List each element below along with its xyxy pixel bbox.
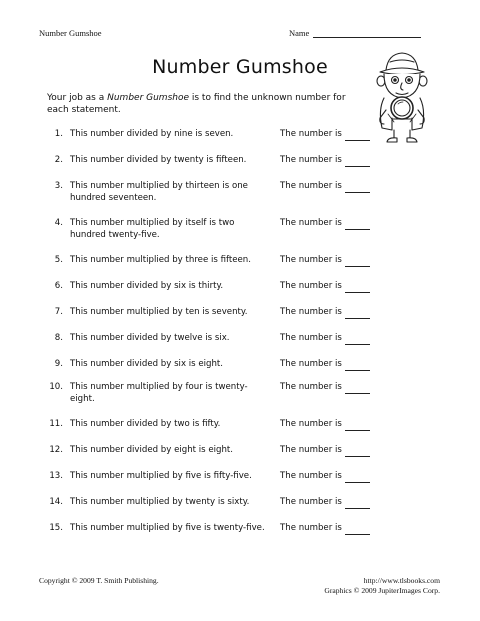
question-number: 15.: [49, 523, 63, 533]
footer-credits: [324, 576, 440, 596]
answer-field: [280, 255, 370, 267]
answer-field: [280, 471, 370, 483]
answer-label: The number is: [280, 359, 342, 369]
website-url: http://www.tlsbooks.com: [363, 576, 440, 585]
answer-label: The number is: [280, 333, 342, 343]
answer-label: The number is: [280, 471, 342, 481]
question-statement: This number multiplied by five is twenty-five.: [70, 523, 265, 533]
question-statement: This number divided by twenty is fifteen.: [70, 155, 247, 165]
question-statement: This number multiplied by itself is two hundred twenty-five.: [70, 218, 235, 240]
answer-blank-line[interactable]: [345, 283, 370, 293]
answer-label: The number is: [280, 382, 342, 392]
name-label: Name: [289, 28, 310, 38]
question-statement: This number multiplied by three is fifteen.: [70, 255, 251, 265]
answer-label: The number is: [280, 497, 342, 507]
answer-field: [280, 129, 370, 141]
answer-blank-line[interactable]: [345, 473, 370, 483]
answer-blank-line[interactable]: [345, 157, 370, 167]
answer-field: [280, 218, 370, 230]
question-number: 10.: [49, 382, 63, 392]
question-number: 13.: [49, 471, 63, 481]
instructions-end: is to find the unknown number for each statement.: [47, 93, 346, 115]
answer-label: The number is: [280, 445, 342, 455]
answer-blank-line[interactable]: [345, 309, 370, 319]
answer-label: The number is: [280, 181, 342, 191]
answer-blank-line[interactable]: [345, 499, 370, 509]
answer-blank-line[interactable]: [345, 384, 370, 394]
question-statement: This number divided by six is thirty.: [70, 281, 224, 291]
answer-field: [280, 181, 370, 193]
answer-blank-line[interactable]: [345, 335, 370, 345]
answer-field: [280, 497, 370, 509]
question-number: 2.: [54, 155, 63, 165]
answer-label: The number is: [280, 523, 342, 533]
question-number: 11.: [49, 419, 63, 429]
question-statement: This number multiplied by twenty is sixty.: [70, 497, 250, 507]
instructions-emphasis: Number Gumshoe: [107, 93, 190, 103]
copyright-text: Copyright © 2009 T. Smith Publishing.: [39, 576, 159, 585]
answer-field: [280, 382, 370, 394]
question-number: 7.: [54, 307, 63, 317]
answer-label: The number is: [280, 255, 342, 265]
question-statement: This number multiplied by ten is seventy.: [70, 307, 248, 317]
question-statement: This number divided by nine is seven.: [70, 129, 234, 139]
question-statement: This number divided by six is eight.: [70, 359, 224, 369]
instructions-start: Your job as a: [47, 93, 108, 103]
question-statement: This number multiplied by thirteen is one hundred seventeen.: [70, 181, 248, 203]
answer-blank-line[interactable]: [345, 525, 370, 535]
detective-mascot-illustration: [368, 48, 436, 146]
answer-label: The number is: [280, 155, 342, 165]
graphics-credit: Graphics © 2009 JupiterImages Corp.: [324, 586, 440, 595]
question-statement: This number multiplied by five is fifty-five.: [70, 471, 252, 481]
answer-field: [280, 333, 370, 345]
answer-label: The number is: [280, 307, 342, 317]
answer-blank-line[interactable]: [345, 183, 370, 193]
question-number: 4.: [54, 218, 63, 228]
question-number: 12.: [49, 445, 63, 455]
question-number: 8.: [54, 333, 63, 343]
answer-field: [280, 445, 370, 457]
answer-blank-line[interactable]: [345, 421, 370, 431]
question-statement: This number multiplied by four is twenty-eight.: [70, 382, 248, 404]
answer-blank-line[interactable]: [345, 447, 370, 457]
answer-label: The number is: [280, 218, 342, 228]
answer-label: The number is: [280, 419, 342, 429]
answer-field: [280, 281, 370, 293]
answer-blank-line[interactable]: [345, 131, 370, 141]
question-statement: This number divided by twelve is six.: [70, 333, 230, 343]
question-number: 3.: [54, 181, 63, 191]
name-field: [289, 28, 421, 38]
answer-field: [280, 155, 370, 167]
answer-label: The number is: [280, 129, 342, 139]
answer-field: [280, 307, 370, 319]
header-title: Number Gumshoe: [39, 28, 102, 38]
question-number: 14.: [49, 497, 63, 507]
answer-field: [280, 523, 370, 535]
question-number: 9.: [54, 359, 63, 369]
answer-field: [280, 419, 370, 431]
question-statement: This number divided by eight is eight.: [70, 445, 234, 455]
instructions: [47, 92, 347, 116]
name-blank-line: [313, 28, 421, 38]
page-title: Number Gumshoe: [152, 56, 328, 78]
answer-blank-line[interactable]: [345, 220, 370, 230]
question-number: 5.: [54, 255, 63, 265]
question-statement: This number divided by two is fifty.: [70, 419, 221, 429]
answer-blank-line[interactable]: [345, 361, 370, 371]
question-number: 6.: [54, 281, 63, 291]
answer-field: [280, 359, 370, 371]
question-number: 1.: [54, 129, 63, 139]
answer-blank-line[interactable]: [345, 257, 370, 267]
answer-label: The number is: [280, 281, 342, 291]
